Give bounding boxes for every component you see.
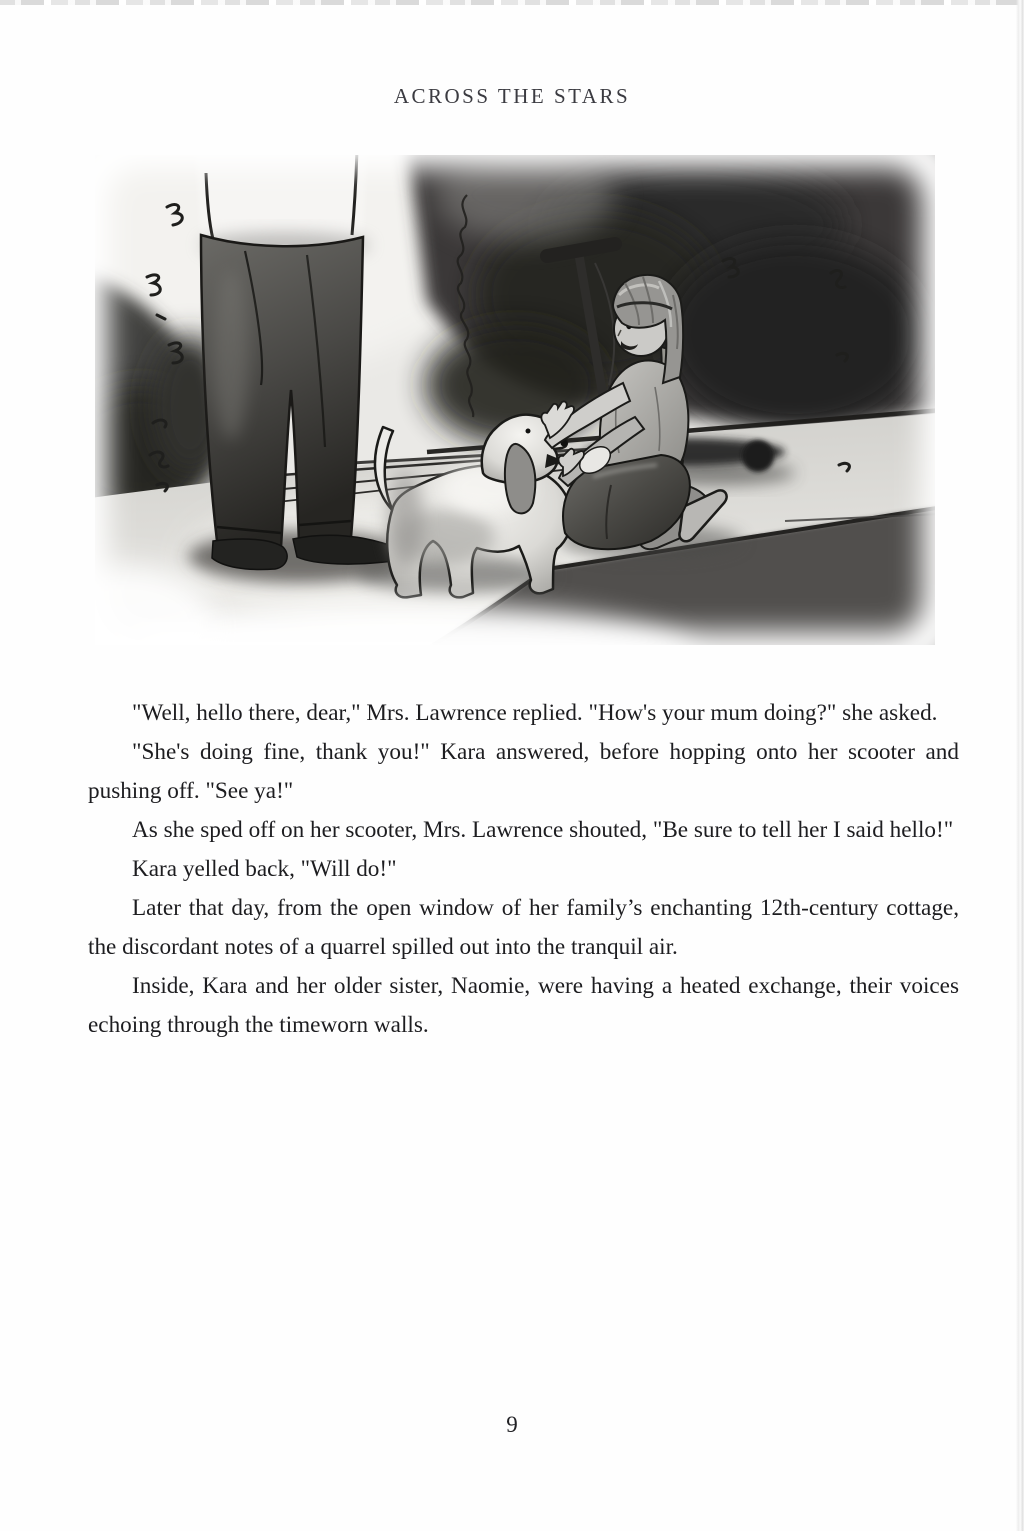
story-text [88, 694, 959, 1045]
paragraph: "She's doing fine, thank you!" Kara answered, before hopping onto her scooter and pushing off. "See ya!" [88, 739, 959, 804]
previous-page-remnant [0, 0, 1024, 5]
story-illustration [95, 155, 935, 645]
running-header: ACROSS THE STARS [393, 84, 631, 108]
page-edge-line [1016, 0, 1024, 1531]
page-number: 9 [506, 1412, 518, 1437]
paragraph: Kara yelled back, "Will do!" [132, 856, 397, 882]
paragraph: "Well, hello there, dear," Mrs. Lawrence replied. "How's your mum doing?" she asked. [132, 700, 938, 726]
illustration-svg [95, 155, 935, 645]
paragraph: As she sped off on her scooter, Mrs. Lawrence shouted, "Be sure to tell her I said hello!" [132, 817, 954, 843]
paragraph: Later that day, from the open window of her family’s enchanting 12th-century cottage, the discordant notes of a quarrel spilled out into the tranquil air. [88, 895, 959, 960]
paragraph: Inside, Kara and her older sister, Naomie, were having a heated exchange, their voices echoing through the timeworn walls. [88, 973, 959, 1038]
